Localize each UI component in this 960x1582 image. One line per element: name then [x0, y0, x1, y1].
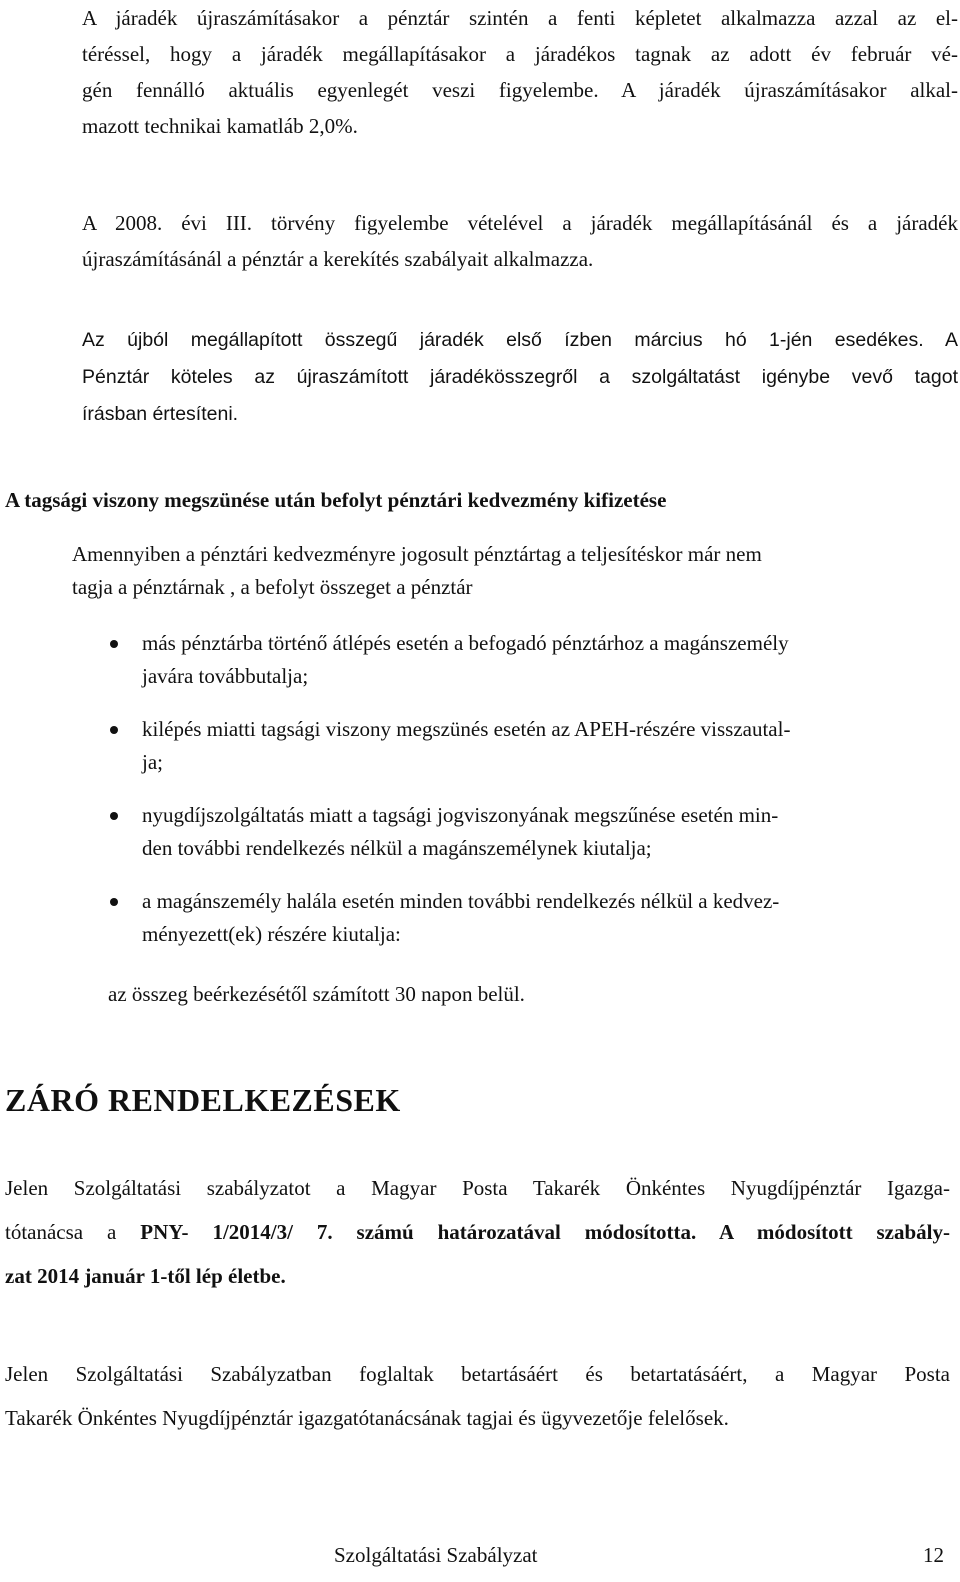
- text-line: ja;: [142, 750, 163, 774]
- text-line: a magánszemély halála esetén minden további rendelkezés nélkül a kedvez-: [142, 889, 780, 913]
- paragraph-due-date: [82, 322, 958, 433]
- section-heading: A tagsági viszony megszünése után befolyt pénztári kedvezmény kifizetése: [5, 488, 667, 512]
- list-item: [110, 713, 930, 779]
- footer-title: Szolgáltatási Szabályzat: [334, 1543, 538, 1567]
- text-line: Pénztár köteles az újraszámított járadékösszegről a szolgáltatást igénybe vevő tagot: [82, 366, 958, 388]
- text-line: Jelen Szolgáltatási Szabályzatban foglaltak betartásáért és betartatásáért, a Magyar Posta: [5, 1362, 950, 1386]
- paragraph-annuity-recalculation: [82, 0, 958, 144]
- text-line: gén fennálló aktuális egyenlegét veszi figyelembe. A járadék újraszámításakor alkal-: [82, 78, 958, 102]
- bullet-icon: [110, 898, 118, 906]
- intro-paragraph: [72, 538, 952, 604]
- text-line: újraszámításánál a pénztár a kerekítés szabályait alkalmazza.: [82, 247, 594, 271]
- list-item: [110, 627, 930, 693]
- bullet-icon: [110, 812, 118, 820]
- text-line: A járadék újraszámításakor a pénztár szintén a fenti képletet alkalmazza azzal az el-: [82, 6, 958, 30]
- bullet-list: [110, 627, 930, 971]
- bold-text: PNY- 1/2014/3/ 7. számú határozatával módosította. A módosított szabály-: [140, 1220, 950, 1244]
- bold-text: zat 2014 január 1-től lép életbe.: [5, 1264, 286, 1288]
- paragraph-amendment: [5, 1166, 950, 1298]
- closing-line: az összeg beérkezésétől számított 30 napon belül.: [108, 982, 525, 1006]
- text-line: javára továbbutalja;: [142, 664, 309, 688]
- text-line: téréssel, hogy a járadék megállapításakor a járadékos tagnak az adott év február vé-: [82, 42, 958, 66]
- text-line: Az újból megállapított összegű járadék első ízben március hó 1-jén esedékes. A: [82, 329, 958, 351]
- page-footer: [334, 1543, 944, 1568]
- text-line: írásban értesíteni.: [82, 403, 239, 425]
- page-number: 12: [923, 1543, 944, 1567]
- list-item: [110, 885, 930, 951]
- text-line: Jelen Szolgáltatási szabályzatot a Magyar Posta Takarék Önkéntes Nyugdíjpénztár Igazga-: [5, 1176, 950, 1200]
- text-line: Takarék Önkéntes Nyugdíjpénztár igazgatótanácsának tagjai és ügyvezetője felelősek.: [5, 1406, 729, 1430]
- text-line: mazott technikai kamatláb 2,0%.: [82, 114, 358, 138]
- text-line: kilépés miatti tagsági viszony megszünés esetén az APEH-részére visszautal-: [142, 717, 791, 741]
- text-line: tagja a pénztárnak , a befolyt összeget a pénztár: [72, 575, 473, 599]
- bullet-icon: [110, 726, 118, 734]
- text-line: [5, 1254, 950, 1298]
- text-line: Amennyiben a pénztári kedvezményre jogosult pénztártag a teljesítéskor már nem: [72, 542, 762, 566]
- text-line: [5, 1210, 950, 1254]
- paragraph-rounding-rules: [82, 205, 958, 277]
- text-line: A 2008. évi III. törvény figyelembe vételével a járadék megállapításánál és a járadék: [82, 211, 958, 235]
- bullet-icon: [110, 640, 118, 648]
- text-line: nyugdíjszolgáltatás miatt a tagsági jogviszonyának megszűnése esetén min-: [142, 803, 779, 827]
- text-line: más pénztárba történő átlépés esetén a befogadó pénztárhoz a magánszemély: [142, 631, 789, 655]
- paragraph-responsibility: [5, 1352, 950, 1440]
- final-heading: ZÁRÓ RENDELKEZÉSEK: [5, 1082, 401, 1118]
- text-line: ményezett(ek) részére kiutalja:: [142, 922, 401, 946]
- text-fragment: tótanácsa a: [5, 1220, 141, 1244]
- text-line: den további rendelkezés nélkül a magánszemélynek kiutalja;: [142, 836, 652, 860]
- list-item: [110, 799, 930, 865]
